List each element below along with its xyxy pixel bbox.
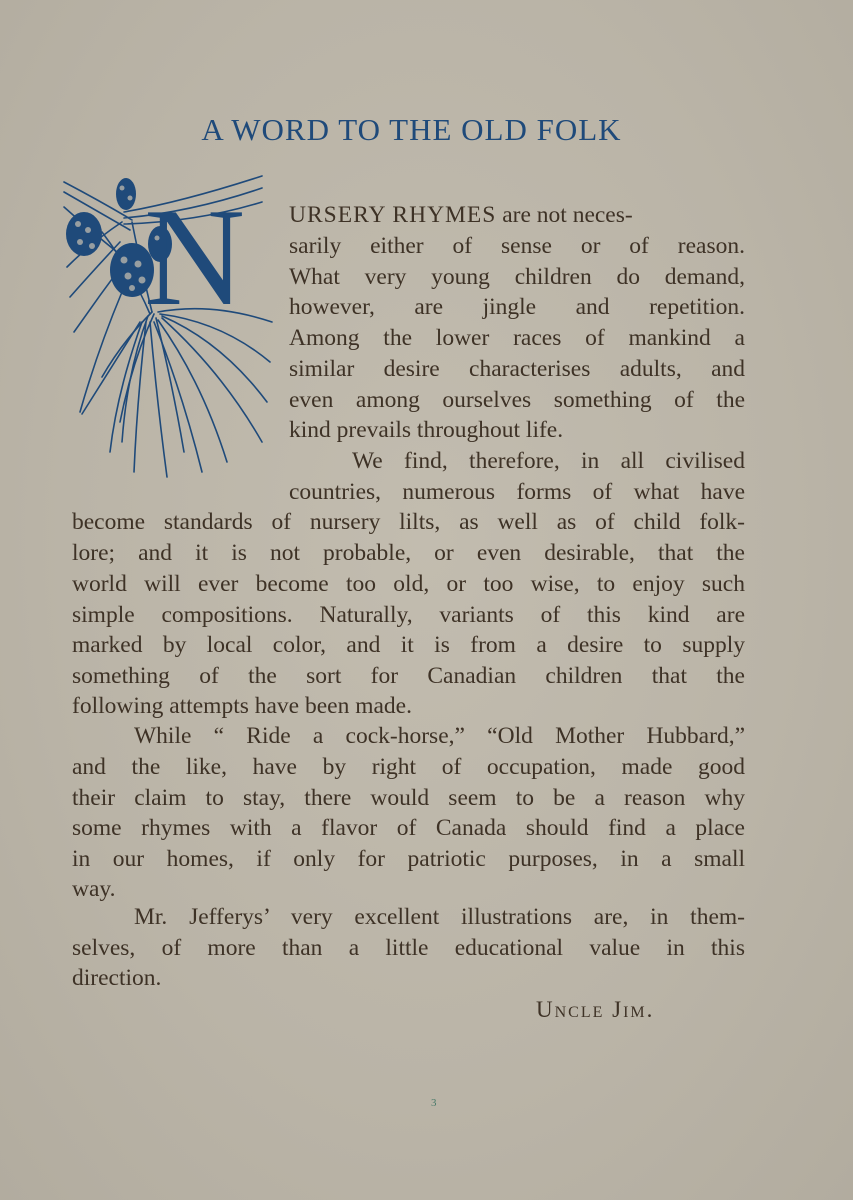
opening-words: URSERY RHYMES bbox=[289, 202, 497, 228]
text-line: Among the lower races of mankind a bbox=[289, 325, 745, 351]
text-line: simple compositions. Naturally, variants of this kind are bbox=[72, 602, 745, 628]
text-line: countries, numerous forms of what have bbox=[289, 479, 745, 505]
text-line: similar desire characterises adults, and bbox=[289, 356, 745, 382]
text-line: sarily either of sense or of reason. bbox=[289, 233, 745, 259]
text-line: way. bbox=[72, 876, 116, 902]
page-title: A WORD TO THE OLD FOLK bbox=[201, 112, 622, 147]
page-number: 3 bbox=[431, 1097, 437, 1109]
text-line: kind prevails throughout life. bbox=[289, 417, 564, 443]
text-line: What very young children do demand, bbox=[289, 264, 745, 290]
text-line: something of the sort for Canadian children that the bbox=[72, 663, 745, 689]
text-line: even among ourselves something of the bbox=[289, 387, 745, 413]
text-line: following attempts have been made. bbox=[72, 693, 412, 719]
text-line: world will ever become too old, or too wise, to enjoy such bbox=[72, 571, 745, 597]
paragraph-start-line: We find, therefore, in all civilised bbox=[352, 448, 745, 474]
text-line: become standards of nursery lilts, as well as of child folk- bbox=[72, 509, 745, 535]
text-line: direction. bbox=[72, 965, 162, 991]
pine-branch-initial-icon bbox=[62, 172, 274, 490]
paragraph-start-line: While “ Ride a cock-horse,” “Old Mother Hubbard,” bbox=[134, 723, 745, 749]
text-line: and the like, have by right of occupation, made good bbox=[72, 754, 745, 780]
text-line: however, are jingle and repetition. bbox=[289, 294, 745, 320]
drop-cap-letter: N bbox=[144, 180, 246, 335]
text-line: selves, of more than a little educational value in this bbox=[72, 935, 745, 961]
text-line: URSERY RHYMES are not neces- bbox=[289, 202, 633, 228]
text-line: marked by local color, and it is from a desire to supply bbox=[72, 632, 745, 658]
paragraph-start-line: Mr. Jefferys’ very excellent illustrations are, in them- bbox=[134, 904, 745, 930]
text-line: their claim to stay, there would seem to be a reason why bbox=[72, 785, 745, 811]
text-line: in our homes, if only for patriotic purposes, in a small bbox=[72, 846, 745, 872]
text-line: some rhymes with a flavor of Canada should find a place bbox=[72, 815, 745, 841]
signature: Uncle Jim. bbox=[536, 997, 655, 1022]
text-line: lore; and it is not probable, or even desirable, that the bbox=[72, 540, 745, 566]
